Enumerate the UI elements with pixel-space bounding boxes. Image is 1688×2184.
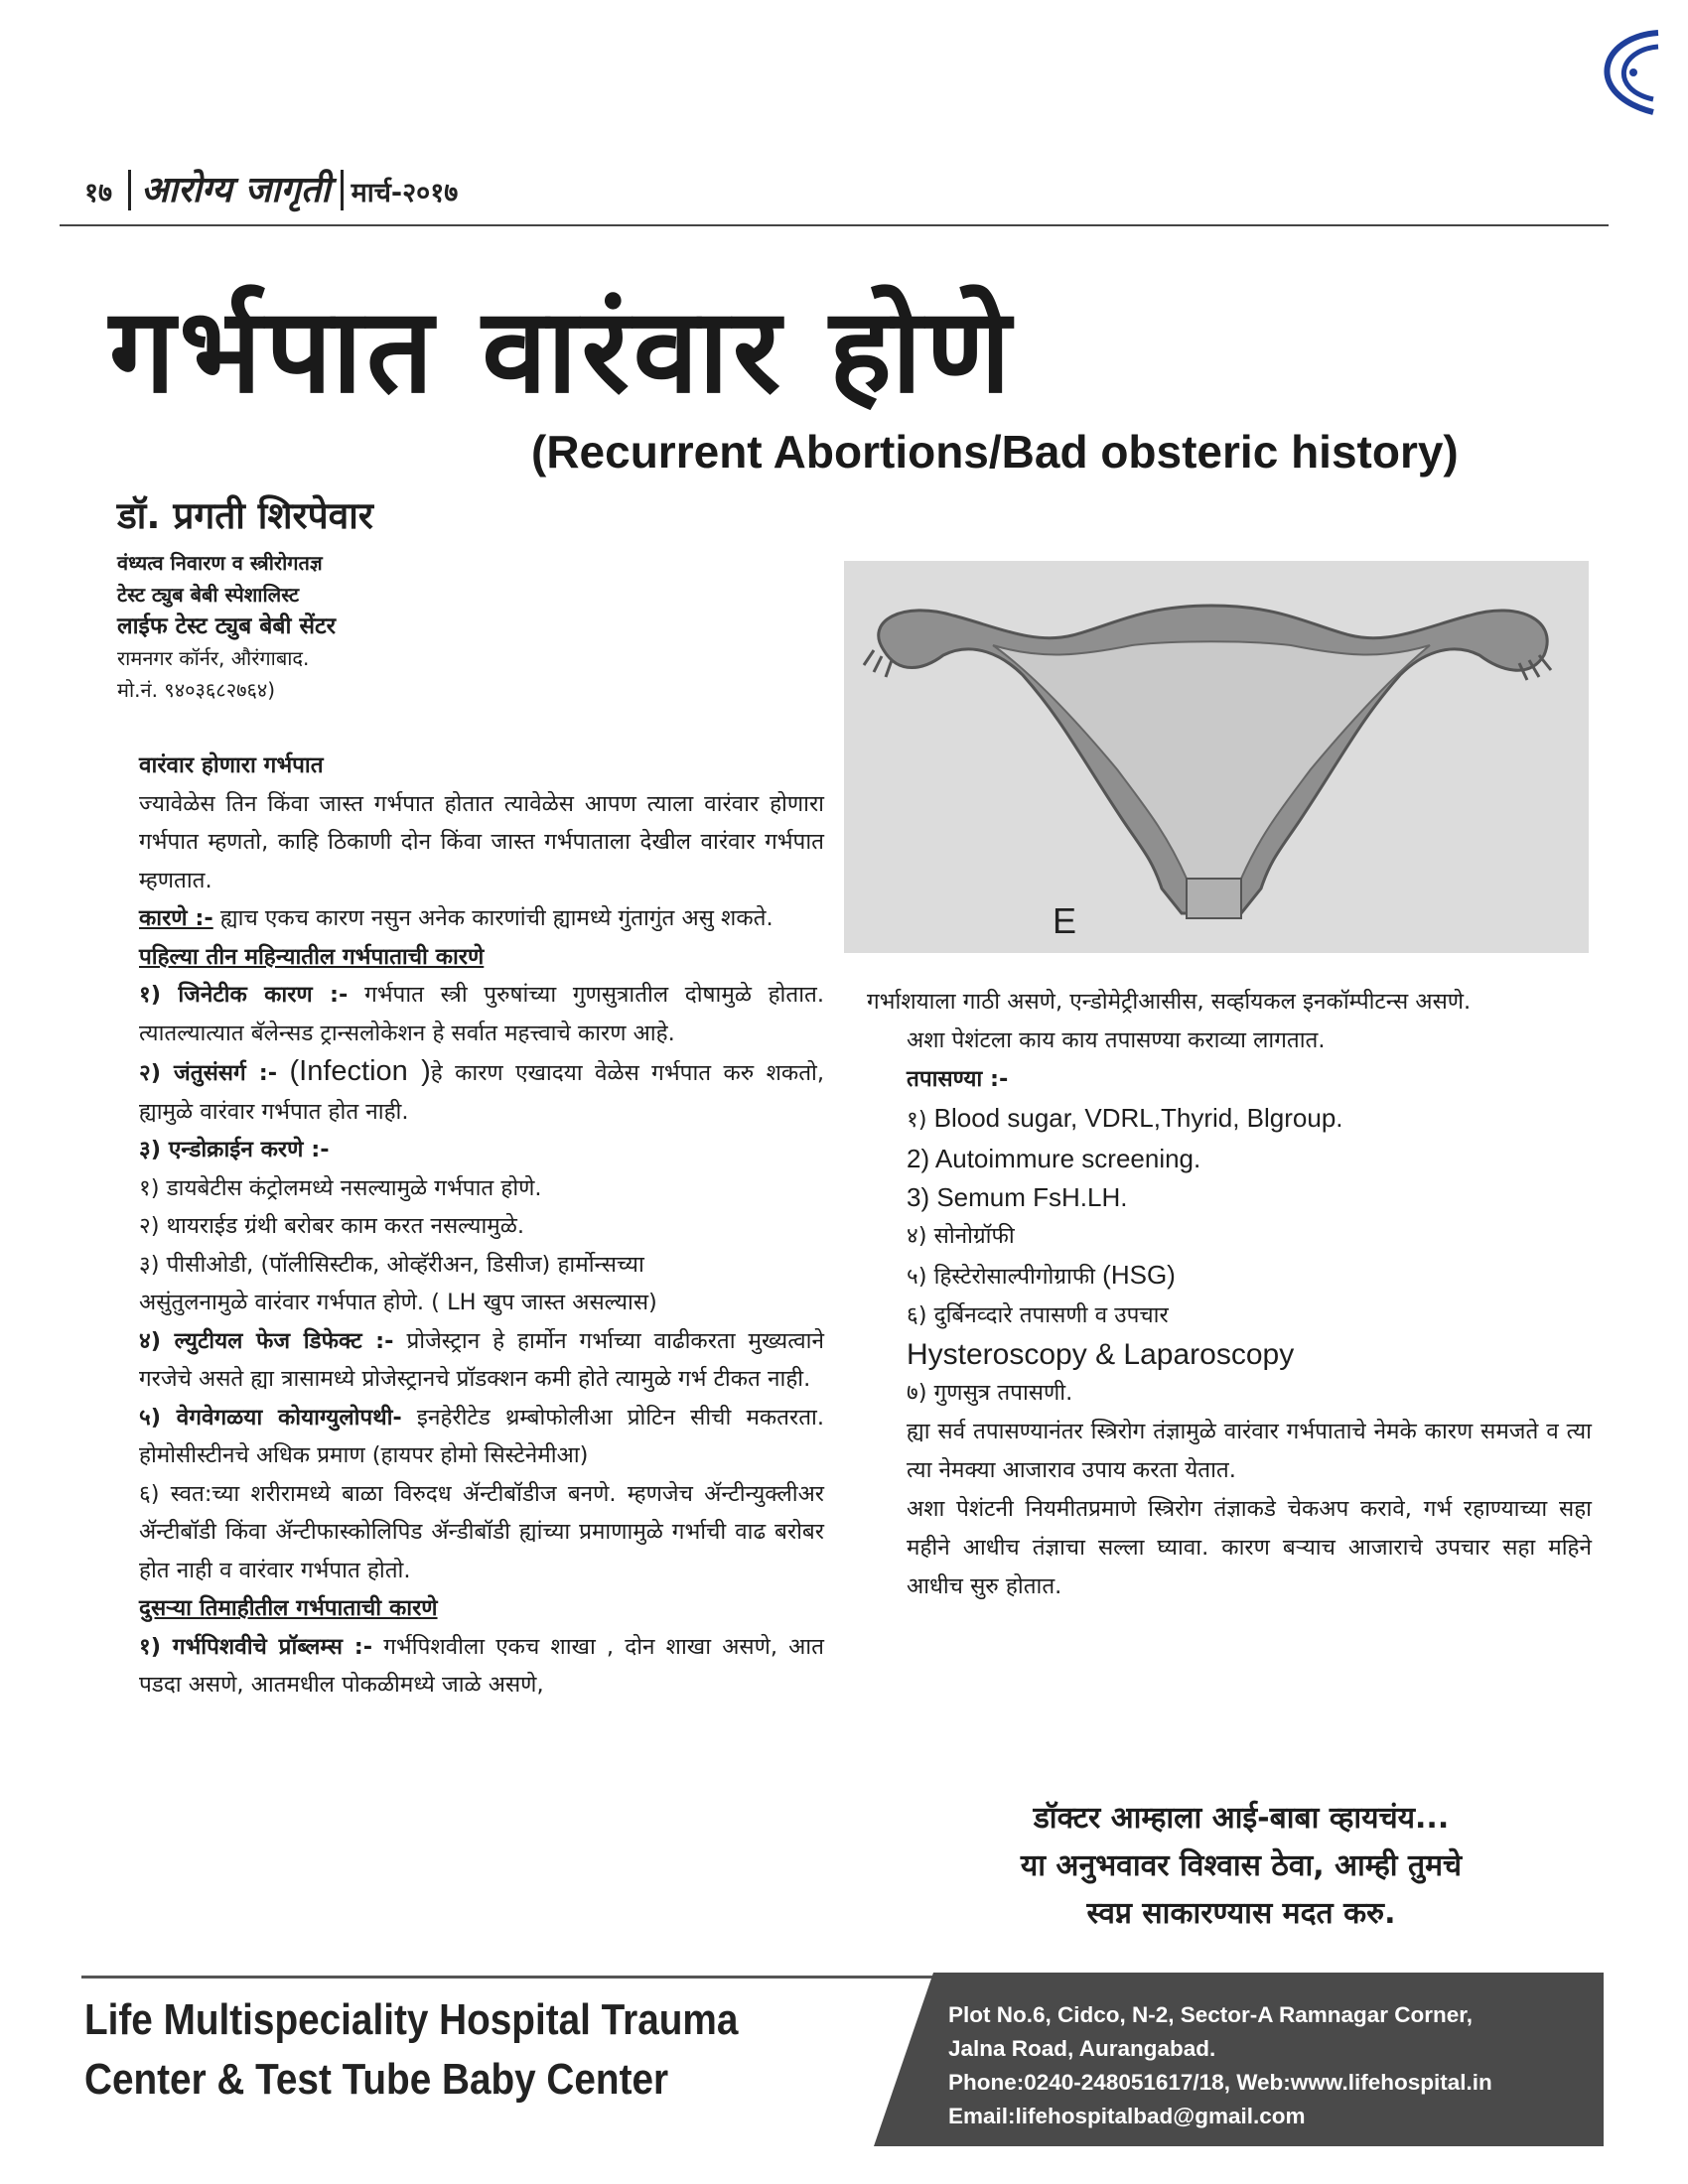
footer-contact [948, 1998, 1492, 2133]
paragraph: १) जिनेटीक कारण :- गर्भपात स्त्री पुरुषांच्या गुणसुत्रातील दोषामुळे होतात. त्यातल्यात्यात बॅलेन्सड ट्रान्सलोकेशन हे सर्वात महत्त्वाचे कारण आहे. [139, 982, 825, 1046]
author-phone: मो.नं. ९४०३६८२७६४) [117, 678, 276, 702]
tagline [894, 1795, 1589, 1938]
page-header [84, 164, 458, 212]
paragraph: ५) वेगवेगळया कोयाग्युलोपथी- इनहेरीटेड थ्रम्बोफोलीआ प्रोटिन सीची मकतरता. होमोसीस्टीनचे अधिक प्रमाण (हायपर होमो सिस्टेनेमीआ) [139, 1404, 825, 1468]
paragraph: अशा पेशंटला काय काय तपासण्या कराव्या लागतात. [907, 1027, 1326, 1053]
article-title: गर्भपात वारंवार होणे [109, 282, 1015, 419]
footer-address: Plot No.6, Cidco, N-2, Sector-A Ramnagar Corner, [948, 2002, 1474, 2027]
article-subtitle: (Recurrent Abortions/Bad obsteric history) [531, 426, 1459, 478]
author-qualification: वंध्यत्व निवारण व स्त्रीरोगतज्ञ [117, 551, 323, 575]
test-item: 3) Semum FsH.LH. [907, 1182, 1128, 1212]
test-item: ४) सोनोग्रॉफी [907, 1223, 1015, 1249]
test-item: ६) दुर्बिनव्दारे तपासणी व उपचार [907, 1302, 1169, 1328]
section-heading: वारंवार होणारा गर्भपात [139, 752, 324, 778]
column-left [94, 747, 824, 1705]
paragraph: ह्या सर्व तपासण्यानंतर स्त्रिरोग तंज्ञामुळे वारंवार गर्भपाताचे नेमके कारण समजते व त्या त्या नेमक्या आजाराव उपाय करता येतात. [907, 1419, 1592, 1483]
test-item-english: Hysteroscopy & Laparoscopy [907, 1338, 1295, 1371]
author-name: डॉ. प्रगती शिरपेवार [117, 494, 373, 537]
tagline-line: डॉक्टर आम्हाला आई-बाबा व्हायचंय... [1033, 1801, 1450, 1836]
paragraph: २) जंतुसंसर्ग :- (Infection )हे कारण एखादया वेळेस गर्भपात करु शकतो, ह्यामुळे वारंवार गर्भपात होत नाही. [139, 1055, 825, 1125]
list-item: १) डायबेटीस कंट्रोलमध्ये नसल्यामुळे गर्भपात होणे. [139, 1174, 542, 1201]
author-block [117, 488, 475, 706]
footer-address: Jalna Road, Aurangabad. [948, 2036, 1216, 2061]
author-center: लाईफ टेस्ट ट्युब बेबी सेंटर [117, 614, 336, 639]
figure-label: E [1053, 900, 1077, 941]
section-heading: पहिल्या तीन महिन्यातील गर्भपाताची कारणे [139, 943, 485, 970]
column-right [867, 983, 1592, 1606]
test-item: ७) गुणसुत्र तपासणी. [907, 1380, 1073, 1406]
footer-phone: Phone:0240-248051617/18, Web:www.lifehospital.in [948, 2070, 1492, 2095]
paragraph: गर्भाशयाला गाठी असणे, एन्डोमेट्रीआसीस, सर्व्हायकल इनकॉम्पीटन्स असणे. [867, 989, 1472, 1015]
author-address: रामनगर कॉर्नर, औरंगाबाद. [117, 646, 310, 670]
paragraph: ज्यावेळेस तिन किंवा जास्त गर्भपात होतात त्यावेळेस आपण त्याला वारंवार होणारा गर्भपात म्हणतो, काहि ठिकाणी दोन किंवा जास्त गर्भपाताला देखील वारंवार गर्भपात म्हणतात. [139, 790, 824, 893]
page-number: १७ [84, 178, 113, 208]
test-item: 2) Autoimmure screening. [907, 1144, 1201, 1173]
paragraph: कारणे :- ह्याच एकच कारण नसुन अनेक कारणांची ह्यामध्ये गुंतागुंत असु शकते. [139, 905, 774, 931]
list-heading: ३) एन्डोक्राईन करणे :- [139, 1137, 330, 1162]
uterus-illustration [844, 561, 1589, 953]
list-item: असुंतुलनामुळे वारंवार गर्भपात होणे. ( LH खुप जास्त असल्यास) [139, 1290, 657, 1315]
tagline-line: स्वप्न साकारण्यास मदत करु. [1086, 1896, 1396, 1931]
tests-heading: तपासण्या :- [907, 1066, 1009, 1092]
uterus-diagram [844, 561, 1589, 953]
section-heading: दुसऱ्या तिमाहीतील गर्भपाताची कारणे [139, 1595, 438, 1621]
test-item: १) Blood sugar, VDRL,Thyrid, Blgroup. [907, 1103, 1343, 1133]
list-item: ३) पीसीओडी, (पॉलीसिस्टीक, ओव्हॅरीअन, डिसीज) हार्मोन्सच्या [139, 1251, 644, 1278]
hospital-name: Life Multispeciality Hospital Trauma Center & Test Tube Baby Center [84, 1995, 739, 2104]
tagline-line: या अनुभवावर विश्वास ठेवा, आम्ही तुमचे [1020, 1848, 1463, 1883]
header-rule [60, 224, 1609, 226]
paragraph: १) गर्भपिशवीचे प्रॉब्लम्स :- गर्भपिशवीला एकच शाखा , दोन शाखा असणे, आत पडदा असणे, आतमधील पोकळीमध्ये जाळे असणे, [139, 1633, 824, 1698]
list-item: २) थायराईड ग्रंथी बरोबर काम करत नसल्यामुळे. [139, 1213, 525, 1239]
author-specialty: टेस्ट ट्युब बेबी स्पेशालिस्ट [117, 583, 300, 607]
paragraph: ६) स्वत:च्या शरीरामध्ये बाळा विरुदध ॲन्टीबॉडीज बनणे. म्हणजेच ॲन्टीन्युक्लीअर ॲन्टीबॉडी किंवा ॲन्टीफास्कोलिपिड ॲन्डीबॉडी ह्यांच्या प्रमाणामुळे गर्भाची वाढ बरोबर होत नाही व वारंवार गर्भपात होतो. [139, 1480, 824, 1583]
paragraph: अशा पेशंटनी नियमीतप्रमाणे स्त्रिरोग तंज्ञाकडे चेकअप करावे, गर्भ रहाण्याच्या सहा महीने आधीच तंज्ञाचा सल्ला घ्यावा. कारण बऱ्याच आजाराचे उपचार सहा महिने आधीच सुरु होतात. [907, 1496, 1592, 1599]
publication-logo [1559, 25, 1668, 124]
magazine-name: आरोग्य जागृती [128, 170, 344, 210]
paragraph: ४) ल्युटीयल फेज डिफेक्ट :- प्रोजेस्ट्रान हे हार्मोन गर्भाच्या वाढीकरता मुख्यत्वाने गरजेचे असते ह्या त्रासामध्ये प्रोजेस्ट्रानचे प्रॉडक्शन कमी होते त्यामुळे गर्भ टीकत नाही. [139, 1327, 824, 1392]
footer-email: Email:lifehospitalbad@gmail.com [948, 2104, 1306, 2128]
issue-date: मार्च-२०१७ [351, 178, 459, 208]
test-item: ५) हिस्टेरोसाल्पीगोग्राफी (HSG) [907, 1260, 1176, 1290]
